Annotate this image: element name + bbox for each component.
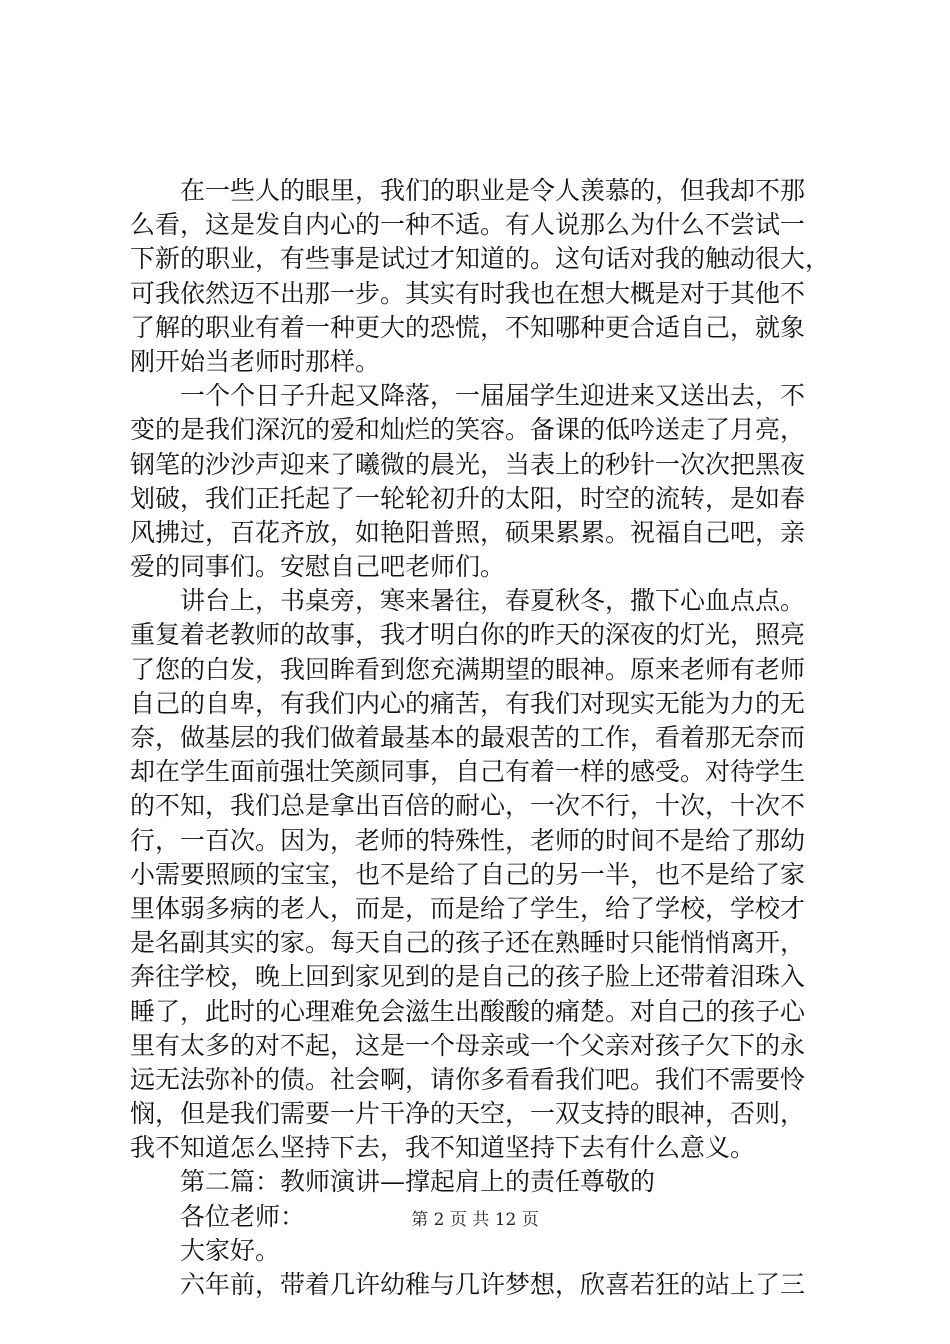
text-line: 睡了，此时的心理难免会滋生出酸酸的痛楚。对自己的孩子心 [130,996,806,1026]
text-line: 可我依然迈不出那一步。其实有时我也在想大概是对于其他不 [130,278,806,308]
text-line: 一个个日子升起又降落，一届届学生迎进来又送出去，不 [180,381,806,411]
text-line: 下新的职业，有些事是试过才知道的。这句话对我的触动很大， [130,244,830,274]
document-body [130,174,830,1302]
text-line: 是名副其实的家。每天自己的孩子还在熟睡时只能悄悄离开， [130,928,806,958]
text-line: 的不知，我们总是拿出百倍的耐心，一次不行，十次，十次不 [130,791,806,821]
text-line: 了您的白发，我回眸看到您充满期望的眼神。原来老师有老师 [130,654,806,684]
text-line: 行，一百次。因为，老师的特殊性，老师的时间不是给了那幼 [130,825,806,855]
text-line: 了解的职业有着一种更大的恐慌，不知哪种更合适自己，就象 [130,312,806,342]
text-line: 么看，这是发自内心的一种不适。有人说那么为什么不尝试一 [130,210,806,240]
text-line: 变的是我们深沉的爱和灿烂的笑容。备课的低吟送走了月亮， [130,415,806,445]
text-line: 自己的自卑，有我们内心的痛苦，有我们对现实无能为力的无 [130,688,806,718]
text-line: 风拂过，百花齐放，如艳阳普照，硕果累累。祝福自己吧，亲 [130,517,806,547]
text-line: 大家好。 [180,1235,281,1265]
text-line: 奈，做基层的我们做着最基本的最艰苦的工作，看着那无奈而 [130,723,806,752]
text-line: 里体弱多病的老人，而是，而是给了学生，给了学校，学校才 [130,893,806,923]
text-line: 奔往学校，晚上回到家见到的是自己的孩子脸上还带着泪珠入 [130,962,806,992]
text-line: 小需要照顾的宝宝，也不是给了自己的另一半，也不是给了家 [130,859,806,889]
text-line: 我不知道怎么坚持下去，我不知道坚持下去有什么意义。 [130,1133,756,1163]
text-line: 各位老师： [180,1201,306,1231]
text-line: 划破，我们正托起了一轮轮初升的太阳，时空的流转，是如春 [130,483,806,513]
text-line: 爱的同事们。安慰自己吧老师们。 [130,552,506,582]
text-line: 六年前，带着几许幼稚与几许梦想，欣喜若狂的站上了三 [180,1270,806,1299]
text-line: 远无法弥补的债。社会啊，请你多看看我们吧。我们不需要怜 [130,1064,806,1094]
text-line: 刚开始当老师时那样。 [130,346,381,376]
text-line: 重复着老教师的故事，我才明白你的昨天的深夜的灯光，照亮 [130,620,806,650]
text-line: 钢笔的沙沙声迎来了曦微的晨光，当表上的秒针一次次把黑夜 [130,449,806,479]
text-line: 却在学生面前强壮笑颜同事，自己有着一样的感受。对待学生 [130,757,806,787]
text-line: 讲台上，书桌旁，寒来暑往，春夏秋冬，撒下心血点点。 [180,586,806,616]
page-footer: 第 2 页 共 12 页 [411,1210,539,1230]
text-line: 悯，但是我们需要一片干净的天空，一双支持的眼神，否则， [130,1099,806,1129]
text-line: 在一些人的眼里，我们的职业是令人羡慕的，但我却不那 [180,176,806,205]
text-line: 里有太多的对不起，这是一个母亲或一个父亲对孩子欠下的永 [130,1030,806,1060]
text-line: 第二篇：教师演讲—撑起肩上的责任尊敬的 [180,1167,656,1197]
